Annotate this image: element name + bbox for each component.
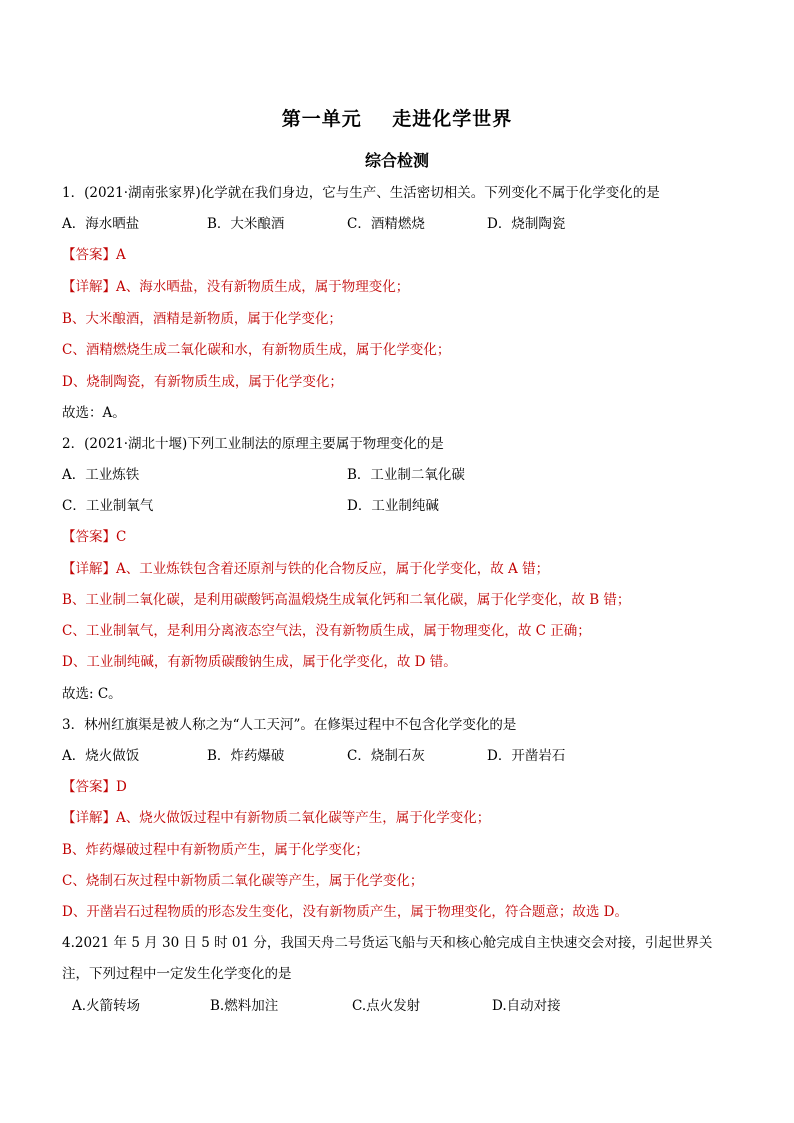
detail-tag: 【详解】	[62, 561, 116, 577]
q1-detail-line-4: D、烧制陶瓷，有新物质生成，属于化学变化；	[62, 374, 343, 390]
q3-answer	[62, 778, 127, 796]
question-1-stem: 1．(2021·湖南张家界)化学就在我们身边，它与生产、生活密切相关。下列变化不属于化学变化的是	[62, 185, 660, 201]
q3-option-d: D．开凿岩石	[487, 748, 566, 764]
q2-option-c: C．工业制氧气	[62, 498, 154, 514]
q2-option-d: D．工业制纯碱	[347, 498, 439, 514]
answer-value: A	[116, 247, 126, 263]
question-2-stem: 2．(2021·湖北十堰)下列工业制法的原理主要属于物理变化的是	[62, 436, 444, 452]
q1-option-c: C．酒精燃烧	[347, 216, 425, 232]
q4-option-b: B.燃料加注	[210, 998, 279, 1014]
question-4-stem-line-1: 4.2021 年 5 月 30 日 5 时 01 分，我国天舟二号货运飞船与天和核心舱完成自主快速交会对接，引起世界关	[62, 935, 713, 951]
answer-tag: 【答案】	[62, 529, 116, 545]
detail-tag: 【详解】	[62, 279, 116, 295]
answer-tag: 【答案】	[62, 247, 116, 263]
question-3-stem: 3．林州红旗渠是被人称之为“人工天河”。在修渠过程中不包含化学变化的是	[62, 717, 517, 733]
q3-detail-line-4: D、开凿岩石过程物质的形态发生变化，没有新物质产生，属于物理变化，符合题意；故选 D。	[62, 904, 628, 920]
q2-detail-line-4: D、工业制纯碱，有新物质碳酸钠生成，属于化学变化，故 D 错。	[62, 654, 457, 670]
q3-detail-line-1	[62, 809, 490, 827]
q2-detail-line-3: C、工业制氧气，是利用分离液态空气法，没有新物质生成，属于物理变化，故 C 正确；	[62, 623, 591, 639]
detail-tag: 【详解】	[62, 810, 116, 826]
page-title: 第一单元 走进化学世界	[281, 108, 513, 130]
q1-option-a: A．海水晒盐	[62, 216, 140, 232]
q3-option-a: A．烧火做饭	[62, 748, 140, 764]
q2-option-a: A．工业炼铁	[62, 467, 140, 483]
q2-answer	[62, 528, 126, 546]
q2-conclusion: 故选: C。	[62, 686, 122, 702]
question-4-stem-line-2: 注，下列过程中一定发生化学变化的是	[62, 966, 292, 982]
page-subtitle: 综合检测	[364, 151, 429, 170]
q3-option-b: B．炸药爆破	[207, 748, 285, 764]
q1-option-b: B．大米酿酒	[207, 216, 285, 232]
q2-option-b: B．工业制二氧化碳	[347, 467, 465, 483]
q2-detail-line-2: B、工业制二氧化碳，是利用碳酸钙高温煅烧生成氧化钙和二氧化碳，属于化学变化，故 B 错；	[62, 592, 631, 608]
q1-answer	[62, 246, 126, 264]
q4-option-d: D.自动对接	[492, 998, 561, 1014]
answer-tag: 【答案】	[62, 779, 116, 795]
q1-detail-line-3: C、酒精燃烧生成二氧化碳和水，有新物质生成，属于化学变化；	[62, 342, 451, 358]
q2-detail-line-1	[62, 560, 549, 578]
q4-option-c: C.点火发射	[352, 998, 421, 1014]
q3-detail-line-3: C、烧制石灰过程中新物质二氧化碳等产生，属于化学变化；	[62, 873, 424, 889]
q3-option-c: C．烧制石灰	[347, 748, 425, 764]
q1-conclusion: 故选：A。	[62, 405, 126, 421]
q4-option-a: A.火箭转场	[72, 998, 141, 1014]
q1-detail-line-2: B、大米酿酒，酒精是新物质，属于化学变化；	[62, 311, 342, 327]
answer-value: D	[116, 779, 127, 795]
q1-detail-line-1	[62, 278, 409, 296]
detail-text: A、工业炼铁包含着还原剂与铁的化合物反应，属于化学变化，故 A 错；	[116, 561, 550, 577]
detail-text: A、海水晒盐，没有新物质生成，属于物理变化；	[116, 279, 410, 295]
q1-option-d: D．烧制陶瓷	[487, 216, 566, 232]
answer-value: C	[116, 529, 127, 545]
detail-text: A、烧火做饭过程中有新物质二氧化碳等产生，属于化学变化；	[116, 810, 491, 826]
q3-detail-line-2: B、炸药爆破过程中有新物质产生，属于化学变化；	[62, 842, 369, 858]
